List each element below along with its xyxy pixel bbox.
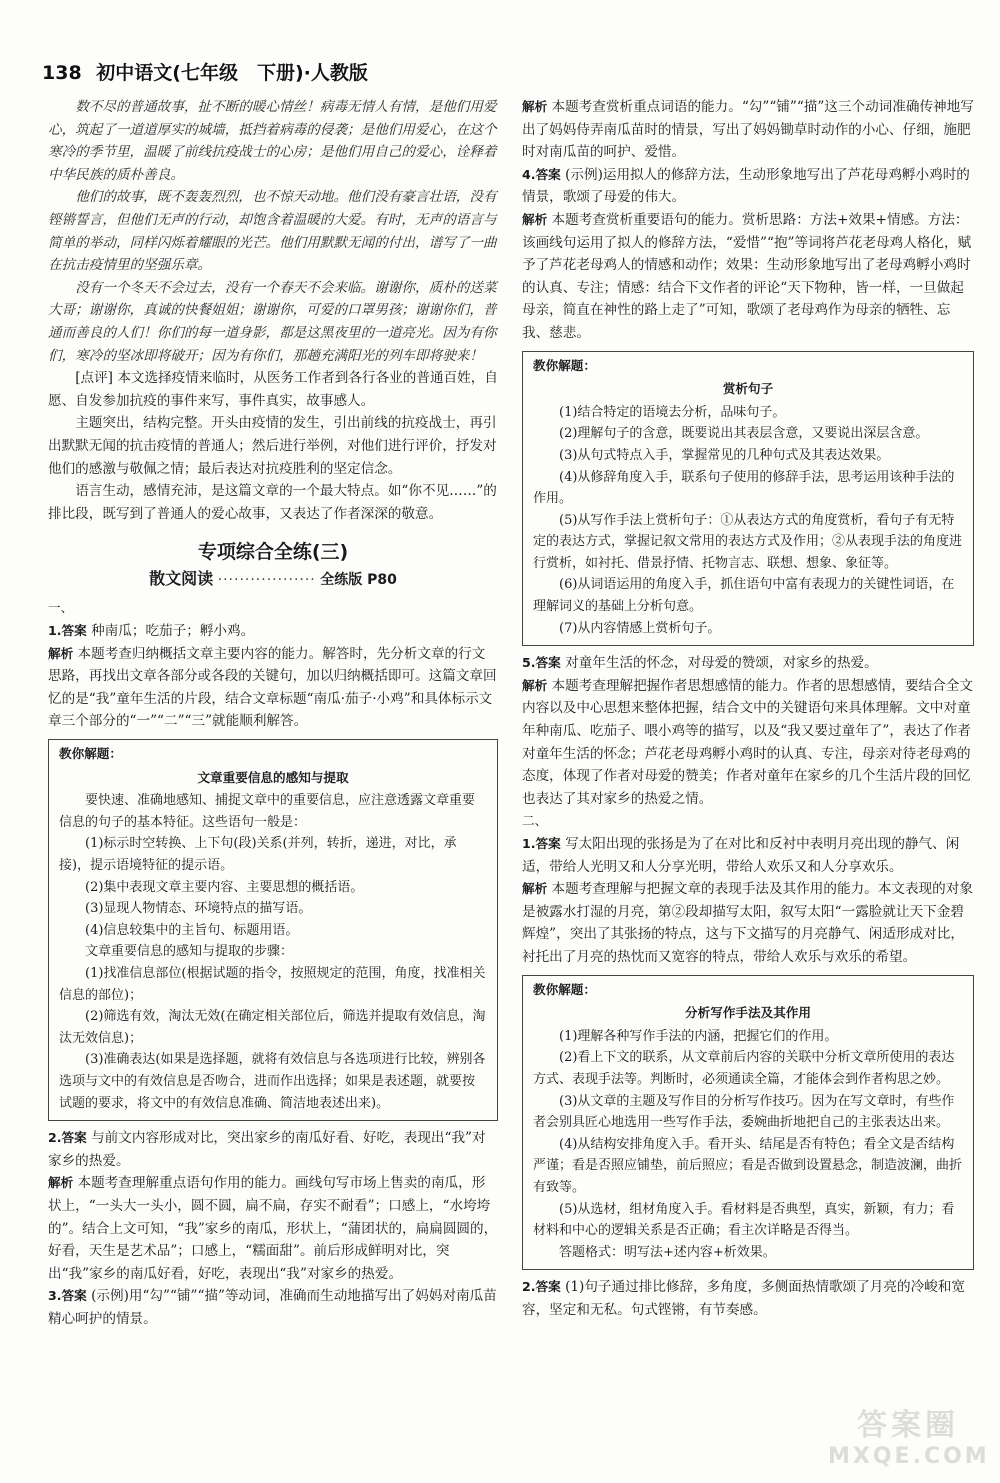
- tip-line: (5)从写作手法上赏析句子：①从表达方式的角度赏析，看句子有无特定的表达方式，掌握记叙文常用的表达方式及作用；②从表现手法的角度进行赏析，如衬托、借景抒情、托物言志、联想、想象、象征等。: [533, 512, 963, 571]
- tip-box: [522, 975, 974, 1271]
- answer-item: [522, 1276, 974, 1321]
- tip-line: (4)从结构安排角度入手。看开头、结尾是否有特色；看全文是否结构严谨；看是否照应铺垫，前后照应；看是否做到设置悬念，制造波澜，曲折有致等。: [533, 1136, 963, 1195]
- tip-box: [48, 739, 498, 1121]
- answer-item: [522, 652, 974, 675]
- tip-line: (7)从内容情感上赏析句子。: [559, 620, 721, 636]
- left-column: [48, 96, 498, 1330]
- answer-text: (1)句子通过排比修辞，多角度，多侧面热情歌颂了月亮的冷峻和宽容，坚定和无私。句式铿锵，有节奏感。: [522, 1279, 965, 1318]
- analysis-text: 本题考查理解重点语句作用的能力。画线句写市场上售卖的南瓜，形状上，“一头大一头小，圆不圆，扁不扁，存实不耐看”；口感上，“水垮垮的”。结合上文可知，“我”家乡的南瓜，形状上，“蒲团状的，扁扁圆圆的，好看，天生是艺术品”；口感上，“糯面甜”。前后形成鲜明对比，突出“我”家乡的南瓜好看，好吃，表现出“我”对家乡的热爱。: [48, 1175, 498, 1282]
- tip-line: (3)显现人物情态、环境特点的描写语。: [85, 901, 312, 917]
- comment-paragraph: 主题突出，结构完整。开头由疫情的发生，引出前线的抗疫战士，再引出默默无闻的抗击疫情的普通人；然后进行举例，对他们进行评价，抒发对他们的感激与敬佩之情；最后表达对抗疫胜利的坚定信念。: [48, 415, 497, 477]
- answer-label: 4.答案: [522, 166, 561, 182]
- right-column: [522, 96, 974, 1321]
- analysis-item: [522, 878, 974, 968]
- analysis-label: 解析: [48, 645, 74, 661]
- tip-line: 要快速、准确地感知、捕捉文章中的重要信息，应注意透露文章重要信息的句子的基本特征。这些语句一般是：: [59, 793, 476, 830]
- analysis-text: 本题考查理解与把握文章的表现手法及其作用的能力。本文表现的对象是被露水打湿的月亮，第②段却描写太阳，叙写太阳“一露脸就让天下金碧辉煌”，突出了其张扬的特点，这与下文描写的月亮静气、闲适形成对比，衬托出了月亮的热忱而又宽容的特点，带给人欢乐与欢乐的希望。: [522, 881, 973, 965]
- answer-label: 2.答案: [522, 1279, 561, 1295]
- section-subtitle: [48, 568, 498, 592]
- tip-box-head: 教你解题：: [533, 357, 596, 373]
- essay-paragraph: 数不尽的普通故事，扯不断的暖心情丝！病毒无情人有情，是他们用爱心，筑起了一道道厚实的城墙，抵挡着病毒的侵袭；是他们用爱心，在这个寒冷的季节里，温暖了前线抗疫战士的心房；是他们用自己的爱心，诠释着中华民族的质朴善良。: [48, 99, 497, 183]
- answer-label: 3.答案: [48, 1288, 87, 1304]
- analysis-text: 本题考查赏析重要语句的能力。赏析思路：方法+效果+情感。方法：该画线句运用了拟人的修辞方法，“爱惜”“抱”等词将芦花老母鸡人格化，赋予了芦花老母鸡人的情感和动作；效果：生动形象地写出了老母鸡孵小鸡时的认真、专注；情感：结合下文作者的评论“天下物种，皆一样，一旦做起母亲，简直在神性的路上走了”可知，歌颂了老母鸡作为母亲的牺牲、忘我、慈悲。: [522, 211, 972, 341]
- analysis-label: 解析: [522, 99, 548, 114]
- tip-box-title: 文章重要信息的感知与提取: [197, 769, 349, 785]
- answer-label: 1.答案: [48, 623, 87, 639]
- answer-label: 5.答案: [522, 655, 561, 671]
- section-subtitle-name: 散文阅读: [149, 568, 214, 588]
- tip-line: (4)信息较集中的主旨句、标题用语。: [85, 922, 299, 938]
- tip-line: (1)找准信息部位(根据试题的指令，按照规定的范围，角度，找准相关信息的部位)；: [59, 965, 486, 1003]
- analysis-item: [48, 1172, 498, 1285]
- answer-text: 对童年生活的怀念，对母爱的赞颂，对家乡的热爱。: [565, 655, 878, 672]
- analysis-label: 解析: [522, 677, 548, 693]
- section-title: 专项综合全练(三): [197, 541, 349, 564]
- tip-line: (6)从词语运用的角度入手，抓住语句中富有表现力的关键性词语，在理解词义的基础上分析句意。: [533, 577, 955, 615]
- answer-item: [48, 1285, 498, 1330]
- page-number: 138: [42, 62, 82, 84]
- analysis-text: 本题考查赏析重点词语的能力。“勾”“铺”“描”这三个动词准确传神地写出了妈妈侍弄南瓜苗时的情景，写出了妈妈锄草时动作的小心、仔细，施肥时对南瓜苗的呵护、爱惜。: [522, 99, 974, 161]
- watermark-url: MXQE.COM: [828, 1444, 990, 1469]
- analysis-label: 解析: [522, 211, 548, 227]
- tip-box-title: 分析写作手法及其作用: [685, 1005, 811, 1021]
- page-header: [42, 58, 368, 86]
- analysis-item: [522, 675, 974, 811]
- answer-item: [48, 1127, 498, 1172]
- answer-item: [522, 164, 974, 209]
- answer-text: 种南瓜；吃茄子；孵小鸡。: [91, 623, 255, 640]
- tip-box-title: 赏析句子: [722, 381, 774, 397]
- comment-paragraph: [48, 367, 498, 412]
- tip-line: (4)从修辞角度入手，联系句子使用的修辞手法，思考运用该种手法的作用。: [533, 469, 955, 507]
- tip-line: (1)标示时空转换、上下句(段)关系(并列，转折，递进，对比，承接)，提示语境特征的提示语。: [59, 836, 457, 873]
- tip-box-head: 教你解题：: [59, 746, 122, 762]
- watermark-logo-text: 答案圈: [857, 1408, 959, 1443]
- essay-paragraph: 没有一个冬天不会过去，没有一个春天不会来临。谢谢你，质朴的送菜大哥；谢谢你，真诚的快餐姐姐；谢谢你，可爱的口罩男孩；谢谢你们，普通而善良的人们！你们的每一道身影，都是这黑夜里的一道亮光。因为有你们，寒冷的坚冰即将破开；因为有你们，那趟充满阳光的列车即将驶来！: [48, 279, 497, 364]
- tip-line: (5)从选材，组材角度入手。看材料是否典型，真实，新颖，有力；看材料和中心的逻辑关系是否正确；看主次详略是否得当。: [533, 1201, 955, 1239]
- answer-text: (示例)运用拟人的修辞方法，生动形象地写出了芦花母鸡孵小鸡时的情景，歌颂了母爱的伟大。: [522, 166, 970, 206]
- answer-text: (示例)用“勾”“铺”“描”等动词，准确而生动地描写出了妈妈对南瓜苗精心呵护的情景。: [48, 1288, 497, 1327]
- answer-text: 与前文内容形成对比，突出家乡的南瓜好看、好吃，表现出“我”对家乡的热爱。: [48, 1130, 486, 1169]
- tip-line: (1)结合特定的语境去分析，品味句子。: [559, 404, 786, 420]
- analysis-text: 本题考查理解把握作者思想感情的能力。作者的思想感情，要结合全文内容以及中心思想来整体把握，结合文中的关键语句来具体理解。文中对童年种南瓜、吃茄子、喂小鸡等的描写，以及“我又要过童年了”，表达了作者对童年生活的怀念；芦花老母鸡孵小鸡时的认真、专注，母亲对待老母鸡的态度，体现了作者对母爱的赞美；作者对童年在家乡的几个生活片段的回忆也表达了其对家乡的热爱之情。: [522, 677, 973, 807]
- analysis-text: 本题考查归纳概括文章主要内容的能力。解答时，先分析文章的行文思路，再找出文章各部分或各段的关键句，加以归纳概括即可。这篇文章回忆的是“我”童年生活的片段，结合文章标题“南瓜·茄子·小鸡”和具体标示文章三个部分的“一”“二”“三”就能顺利解答。: [48, 645, 497, 730]
- part-number: 二、: [522, 813, 548, 829]
- answer-item: [48, 620, 498, 643]
- tip-line: (3)准确表达(如果是选择题，就将有效信息与各选项进行比较，辨别各选项与文中的有效信息是否吻合，进而作出选择；如果是表述题，就要按试题的要求，将文中的有效信息准确、简洁地表述出来)。: [59, 1052, 486, 1111]
- analysis-item: [48, 643, 498, 733]
- tip-line: (2)集中表现文章主要内容、主要思想的概括语。: [85, 879, 364, 895]
- tip-line: (3)从句式特点入手，掌握常见的几种句式及其表达效果。: [559, 447, 890, 463]
- book-title: 初中语文(七年级 下册)·人教版: [96, 62, 368, 84]
- tip-line: (2)看上下文的联系，从文章前后内容的关联中分析文章所使用的表达方式、表现手法等。判断时，必须通读全篇，才能体会到作者构思之妙。: [533, 1050, 955, 1087]
- tip-box-head: 教你解题：: [533, 981, 596, 997]
- comment-text: 本文选择疫情来临时，从医务工作者到各行各业的普通百姓，自愿、自发参加抗疫的事件来写，事件真实，故事感人。: [48, 370, 498, 409]
- essay-paragraph: 他们的故事，既不轰轰烈烈，也不惊天动地。他们没有豪言壮语，没有铿锵誓言，但他们无声的行动，却饱含着温暖的大爱。有时，无声的语言与简单的举动，同样闪烁着耀眼的光芒。他们用默默无闻的付出，谱写了一曲在抗击疫情里的坚强乐章。: [48, 189, 497, 274]
- tip-line: 答题格式：明写法+述内容+析效果。: [559, 1244, 776, 1260]
- tip-line: (2)理解句子的含意，既要说出其表层含意，又要说出深层含意。: [559, 426, 929, 442]
- analysis-label: 解析: [48, 1175, 74, 1191]
- analysis-item: [522, 96, 974, 164]
- tip-line: (2)筛选有效，淘汰无效(在确定相关部位后，筛选并提取有效信息，淘汰无效信息)；: [59, 1009, 486, 1046]
- answer-label: 1.答案: [522, 836, 561, 851]
- tip-line: (3)从文章的主题及写作目的分析写作技巧。因为在写文章时，有些作者会别具匠心地选用一些写作手法，委婉曲折地把自己的主张表达出来。: [533, 1093, 955, 1131]
- part-number: 一、: [48, 600, 74, 616]
- leader-dots: ··················: [217, 571, 316, 588]
- tip-box: [522, 351, 974, 647]
- comment-label: [点评]: [75, 370, 113, 387]
- answer-text: 写太阳出现的张扬是为了在对比和反衬中表明月亮出现的静气、闲适，带给人光明又和人分享光明，带给人欢乐又和人分享欢乐。: [522, 836, 960, 875]
- tip-line: 文章重要信息的感知与提取的步骤：: [85, 944, 294, 960]
- comment-paragraph: 语言生动，感情充沛，是这篇文章的一个最大特点。如“你不见……”的排比段，既写到了普通人的爱心故事，又表达了作者深深的敬意。: [48, 483, 497, 522]
- analysis-label: 解析: [522, 881, 548, 897]
- answer-item: [522, 833, 974, 878]
- tip-line: (1)理解各种写作手法的内涵，把握它们的作用。: [559, 1028, 838, 1044]
- answer-label: 2.答案: [48, 1130, 87, 1146]
- section-reference: 全练版 P80: [320, 571, 397, 588]
- site-watermark: [828, 1400, 988, 1478]
- analysis-item: [522, 209, 974, 345]
